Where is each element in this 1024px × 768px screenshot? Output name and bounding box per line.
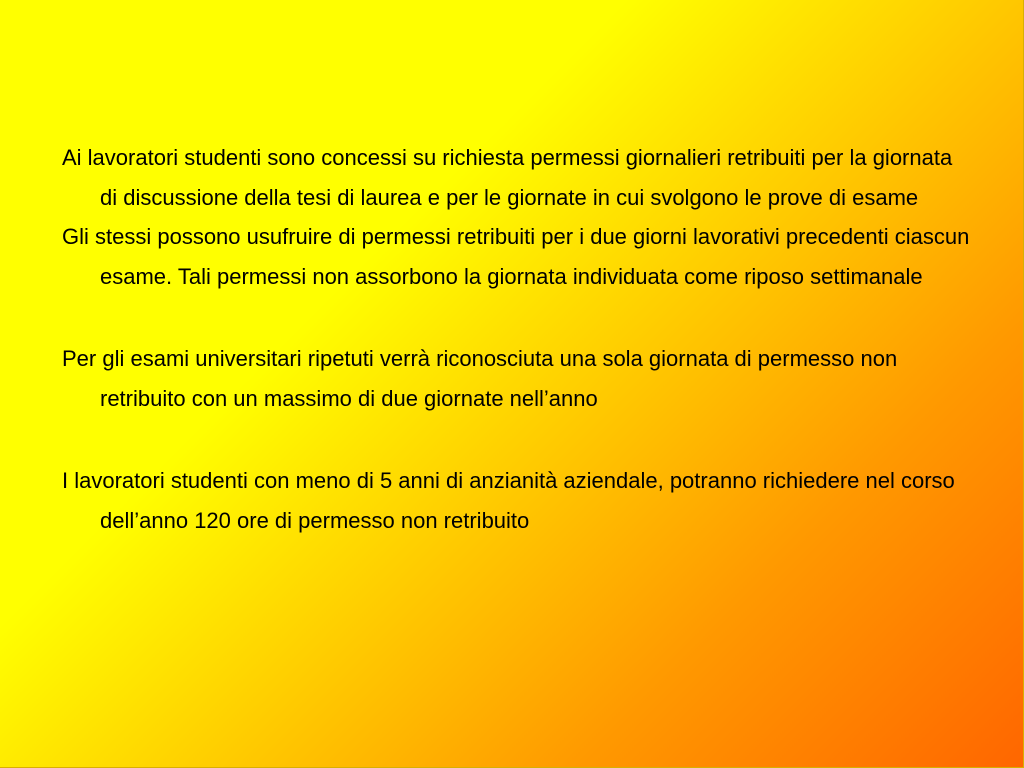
paragraph-spacer [62, 418, 972, 461]
paragraph-spacer [62, 296, 972, 339]
paragraph-repeated-exams: Per gli esami universitari ripetuti verrà riconosciuta una sola giornata di permesso non retribuito con un massimo di due giornate nell’anno [62, 346, 898, 411]
paragraph-exam-days: Ai lavoratori studenti sono concessi su richiesta permessi giornalieri retribuiti per la giornata di discussione della tesi di laurea e per le giornate in cui svolgono le prove di esame [62, 145, 953, 210]
paragraph-unpaid-hours: I lavoratori studenti con meno di 5 anni di anzianità aziendale, potranno richiedere nel corso dell’anno 120 ore di permesso non retribuito [62, 468, 955, 533]
paragraph-preceding-days: Gli stessi possono usufruire di permessi retribuiti per i due giorni lavorativi precedenti ciascun esame. Tali permessi non assorbono la giornata individuata come riposo settimanale [62, 224, 970, 289]
slide-body [62, 138, 972, 540]
